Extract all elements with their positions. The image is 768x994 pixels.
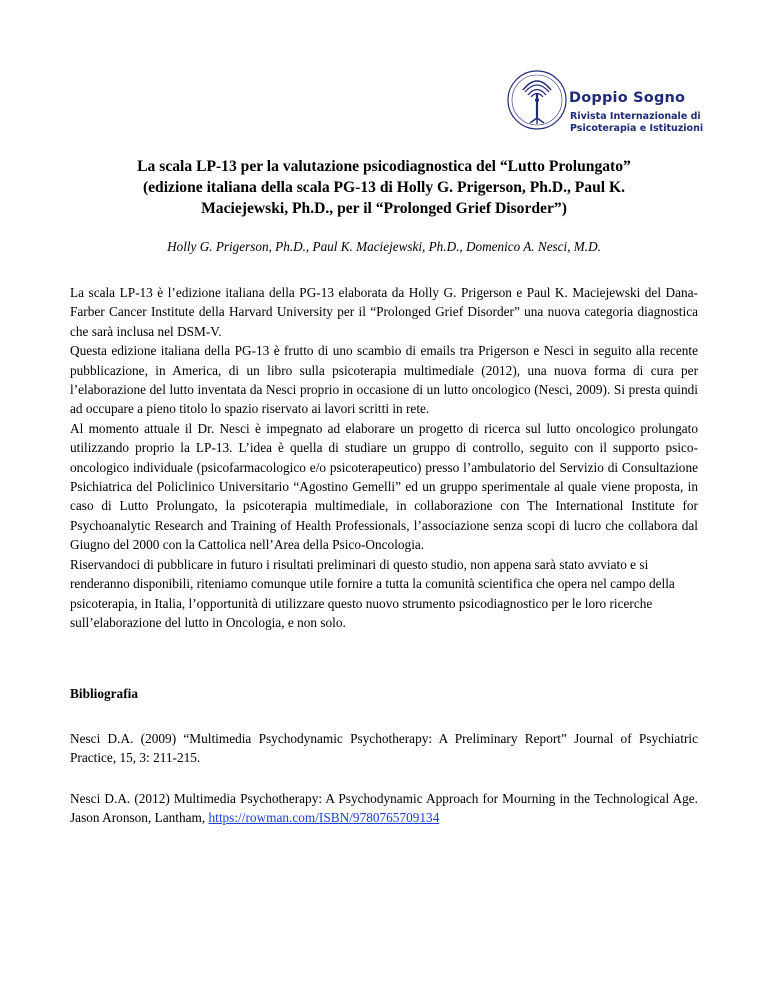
- title-line: Maciejewski, Ph.D., per il “Prolonged Grief Disorder”): [201, 200, 567, 217]
- title-line: La scala LP-13 per la valutazione psicodiagnostica del “Lutto Prolungato”: [137, 158, 631, 175]
- paragraph: La scala LP-13 è l’edizione italiana della PG-13 elaborata da Holly G. Prigerson e Paul K. Maciejewski del Dana-Farber Cancer Institute della Harvard University per il “Prolonged Grief Disorder” una nuova categoria diagnostica che sarà inclusa nel DSM-V.: [70, 285, 698, 339]
- journal-logo: [505, 60, 725, 150]
- paragraph: Al momento attuale il Dr. Nesci è impegnato ad elaborare un progetto di ricerca sul lutto oncologico prolungato utilizzando proprio la LP-13. L’idea è quella di studiare un gruppo di controllo, seguito con il supporto psico-oncologico individuale (psicofarmacologico e/o psicoterapeutico) presso l’ambulatorio del Servizio di Consultazione Psichiatrica del Policlinico Universitario “Agostino Gemelli” ed un gruppo sperimentale al quale viene proposta, in caso di Lutto Prolungato, la psicoterapia multimediale, in collaborazione con The International Institute for Psychoanalytic Research and Training of Health Professionals, l’associazione senza scopi di lucro che collabora dal Giugno del 2000 con la Cattolica nell’Area della Psico-Oncologia.: [70, 420, 698, 553]
- bibliography-entry: [70, 789, 698, 828]
- paragraph: Questa edizione italiana della PG-13 è frutto di uno scambio di emails tra Prigerson e Nesci in seguito alla recente pubblicazione, in America, di un libro sulla psicoterapia multimediale (2012), una nuova forma di cura per l’elaborazione del lutto inventata da Nesci proprio in occasione di un lutto oncologico (Nesci, 2009). Si presta quindi ad occupare a pieno titolo lo spazio riservato ai lavori scritti in rete.: [70, 343, 698, 417]
- paragraph: Riservandoci di pubblicare in futuro i risultati preliminari di questo studio, non appena sarà stato avviato e si renderanno disponibili, riteniamo comunque utile fornire a tutta la comunità scientifica che opera nel campo della psicoterapia, in Italia, l’opportunità di utilizzare questo nuovo strumento psicodiagnostico per le loro ricerche sull’elaborazione del lutto in Oncologia, e non solo.: [70, 556, 675, 630]
- document-title: [70, 156, 698, 219]
- logo-subtitle-line2: Psicoterapia e Istituzioni: [570, 123, 704, 134]
- bibliography-entry-text: Nesci D.A. (2012) Multimedia Psychotherapy: A Psychodynamic Approach for Mourning in the Technological Age. Jason Aronson, Lantham,: [70, 791, 698, 826]
- tree-seal-icon: [505, 60, 569, 150]
- logo-subtitle-line1: Rivista Internazionale di: [570, 111, 701, 122]
- authors-line: Holly G. Prigerson, Ph.D., Paul K. Maciejewski, Ph.D., Domenico A. Nesci, M.D.: [167, 239, 601, 254]
- isbn-link[interactable]: https://rowman.com/ISBN/9780765709134: [208, 810, 440, 826]
- bibliography-entry: Nesci D.A. (2009) “Multimedia Psychodynamic Psychotherapy: A Preliminary Report” Journal of Psychiatric Practice, 15, 3: 211-215.: [70, 731, 698, 766]
- body-text: [70, 283, 698, 632]
- bibliography-heading: Bibliografia: [70, 686, 138, 701]
- title-line: (edizione italiana della scala PG-13 di Holly G. Prigerson, Ph.D., Paul K.: [142, 179, 626, 196]
- logo-title: Doppio Sogno: [569, 90, 686, 106]
